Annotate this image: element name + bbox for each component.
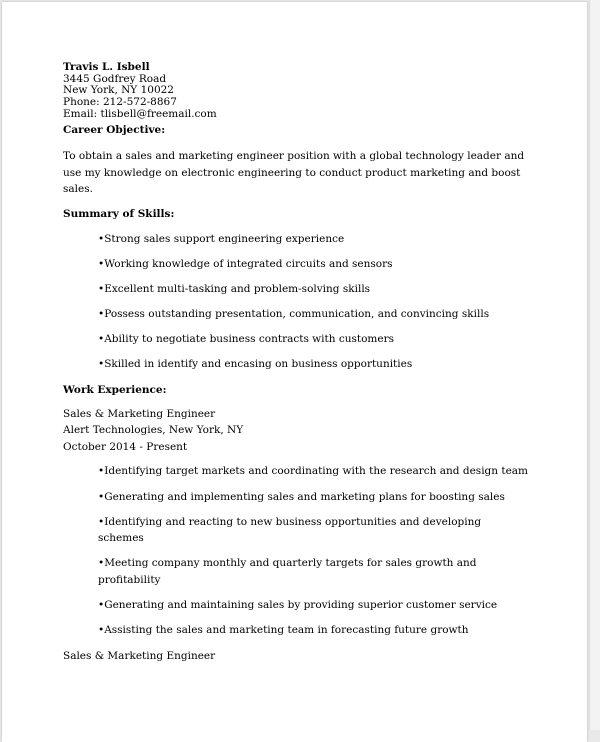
duty-item-continued: profitability xyxy=(98,574,161,586)
job-company: Alert Technologies, New York, NY xyxy=(63,424,244,436)
skill-item: •Skilled in identify and encasing on business opportunities xyxy=(98,358,413,370)
skill-item: •Excellent multi-tasking and problem-solving skills xyxy=(98,283,371,295)
job-dates: October 2014 - Present xyxy=(63,441,188,453)
objective-heading: Career Objective: xyxy=(63,124,166,136)
objective-line-3: sales. xyxy=(63,183,93,195)
skill-item: •Working knowledge of integrated circuits and sensors xyxy=(98,258,393,270)
job-title: Sales & Marketing Engineer xyxy=(63,650,216,662)
duty-item: •Generating and implementing sales and marketing plans for boosting sales xyxy=(98,491,505,503)
job-title: Sales & Marketing Engineer xyxy=(63,408,216,420)
skill-item: •Possess outstanding presentation, communication, and convincing skills xyxy=(98,308,490,320)
duty-item: •Identifying target markets and coordinating with the research and design team xyxy=(98,465,529,477)
skills-heading: Summary of Skills: xyxy=(63,208,175,220)
objective-line-2: use my knowledge on electronic engineering to conduct product marketing and boost xyxy=(63,167,521,179)
duty-item: •Identifying and reacting to new business opportunities and developing xyxy=(98,516,482,528)
duty-item: •Meeting company monthly and quarterly targets for sales growth and xyxy=(98,557,477,569)
address-city: New York, NY 10022 xyxy=(63,84,174,96)
skill-item: •Ability to negotiate business contracts with customers xyxy=(98,333,394,345)
scrollbar[interactable] xyxy=(589,0,600,730)
duty-item: •Assisting the sales and marketing team in forecasting future growth xyxy=(98,624,469,636)
experience-heading: Work Experience: xyxy=(63,384,167,396)
phone: Phone: 212-572-8867 xyxy=(63,96,177,108)
applicant-name: Travis L. Isbell xyxy=(63,61,150,73)
objective-line-1: To obtain a sales and marketing engineer position with a global technology leader and xyxy=(63,150,525,162)
email: Email: tlisbell@freemail.com xyxy=(63,108,217,120)
skill-item: •Strong sales support engineering experience xyxy=(98,233,345,245)
duty-item: •Generating and maintaining sales by providing superior customer service xyxy=(98,599,498,611)
address-street: 3445 Godfrey Road xyxy=(63,73,167,85)
duty-item-continued: schemes xyxy=(98,532,144,544)
